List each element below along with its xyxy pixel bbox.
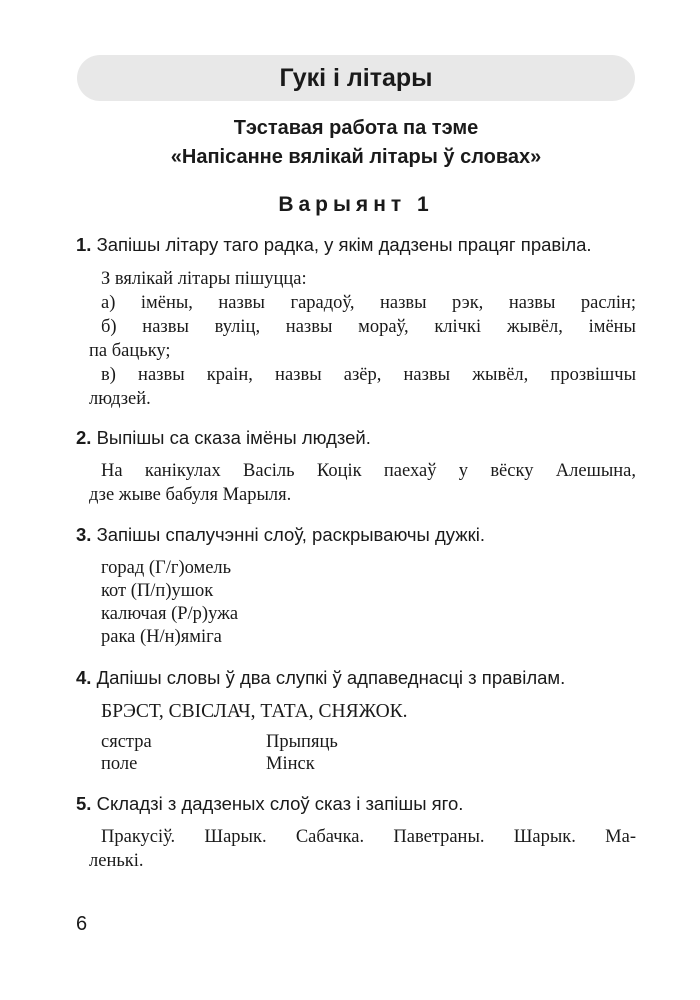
task-number: 4. <box>76 667 92 688</box>
column-item: сястра <box>101 732 152 752</box>
task-number: 2. <box>76 427 92 448</box>
text-line: ленькі. <box>89 851 144 871</box>
column-item: Прыпяць <box>266 732 338 752</box>
test-title-line1: Тэставая работа па тэме <box>233 117 479 139</box>
text-line: Пракусіў. Шарык. Сабачка. Паветраны. Шарык. Ма- <box>101 827 636 847</box>
test-title-line2: «Напісанне вялікай літары ў словах» <box>170 146 542 168</box>
section-title: Гукі і літары <box>279 63 433 92</box>
task-5-body <box>89 825 636 873</box>
task-text: Складзі з дадзеных слоў сказ і запішы яго. <box>96 793 464 814</box>
task-1-instruction <box>76 234 592 256</box>
test-title <box>77 114 635 172</box>
task-3-body <box>101 557 238 649</box>
text-line: б) назвы вуліц, назвы мораў, клічкі жывёл, імёны <box>101 317 636 337</box>
text-line: в) назвы краін, назвы азёр, назвы жывёл, прозвішчы <box>101 365 636 385</box>
task-2-body <box>89 459 636 507</box>
task-text: Запішы спалучэнні слоў, раскрываючы дужкі. <box>96 524 485 545</box>
task-1-body <box>89 267 636 411</box>
text-line: рака (Н/н)яміга <box>101 627 222 647</box>
text-line: людзей. <box>89 389 151 409</box>
task-4-words: БРЭСТ, СВІСЛАЧ, ТАТА, СНЯЖОК. <box>101 701 408 722</box>
text-line: горад (Г/г)омель <box>101 558 232 578</box>
task-number: 1. <box>76 234 92 255</box>
text-line: З вялікай літары пішуцца: <box>101 269 307 289</box>
task-number: 3. <box>76 524 92 545</box>
column-item: поле <box>101 754 138 774</box>
text-line: кот (П/п)ушок <box>101 581 214 601</box>
task-3-instruction <box>76 524 485 546</box>
variant-heading: Варыянт 1 <box>278 193 434 216</box>
page-number: 6 <box>76 913 88 935</box>
text-line: калючая (Р/р)ужа <box>101 604 239 624</box>
task-text: Запішы літару таго радка, у якім дадзены працяг правіла. <box>96 234 592 255</box>
section-header <box>77 55 635 101</box>
task-5-instruction <box>76 793 463 815</box>
column-item: Мінск <box>266 754 315 774</box>
text-line: На канікулах Васіль Коцік паехаў у вёску Алешына, <box>101 461 636 481</box>
task-4-left-column <box>101 731 152 775</box>
text-line: па бацьку; <box>89 341 171 361</box>
task-number: 5. <box>76 793 92 814</box>
task-4-instruction <box>76 667 565 689</box>
task-2-instruction <box>76 427 371 449</box>
task-text: Выпішы са сказа імёны людзей. <box>96 427 371 448</box>
text-line: дзе жыве бабуля Марыля. <box>89 485 292 505</box>
task-4-right-column <box>266 731 338 775</box>
text-line: а) імёны, назвы гарадоў, назвы рэк, назвы раслін; <box>101 293 636 313</box>
task-text: Дапішы словы ў два слупкі ў адпаведнасці з правілам. <box>96 667 566 688</box>
